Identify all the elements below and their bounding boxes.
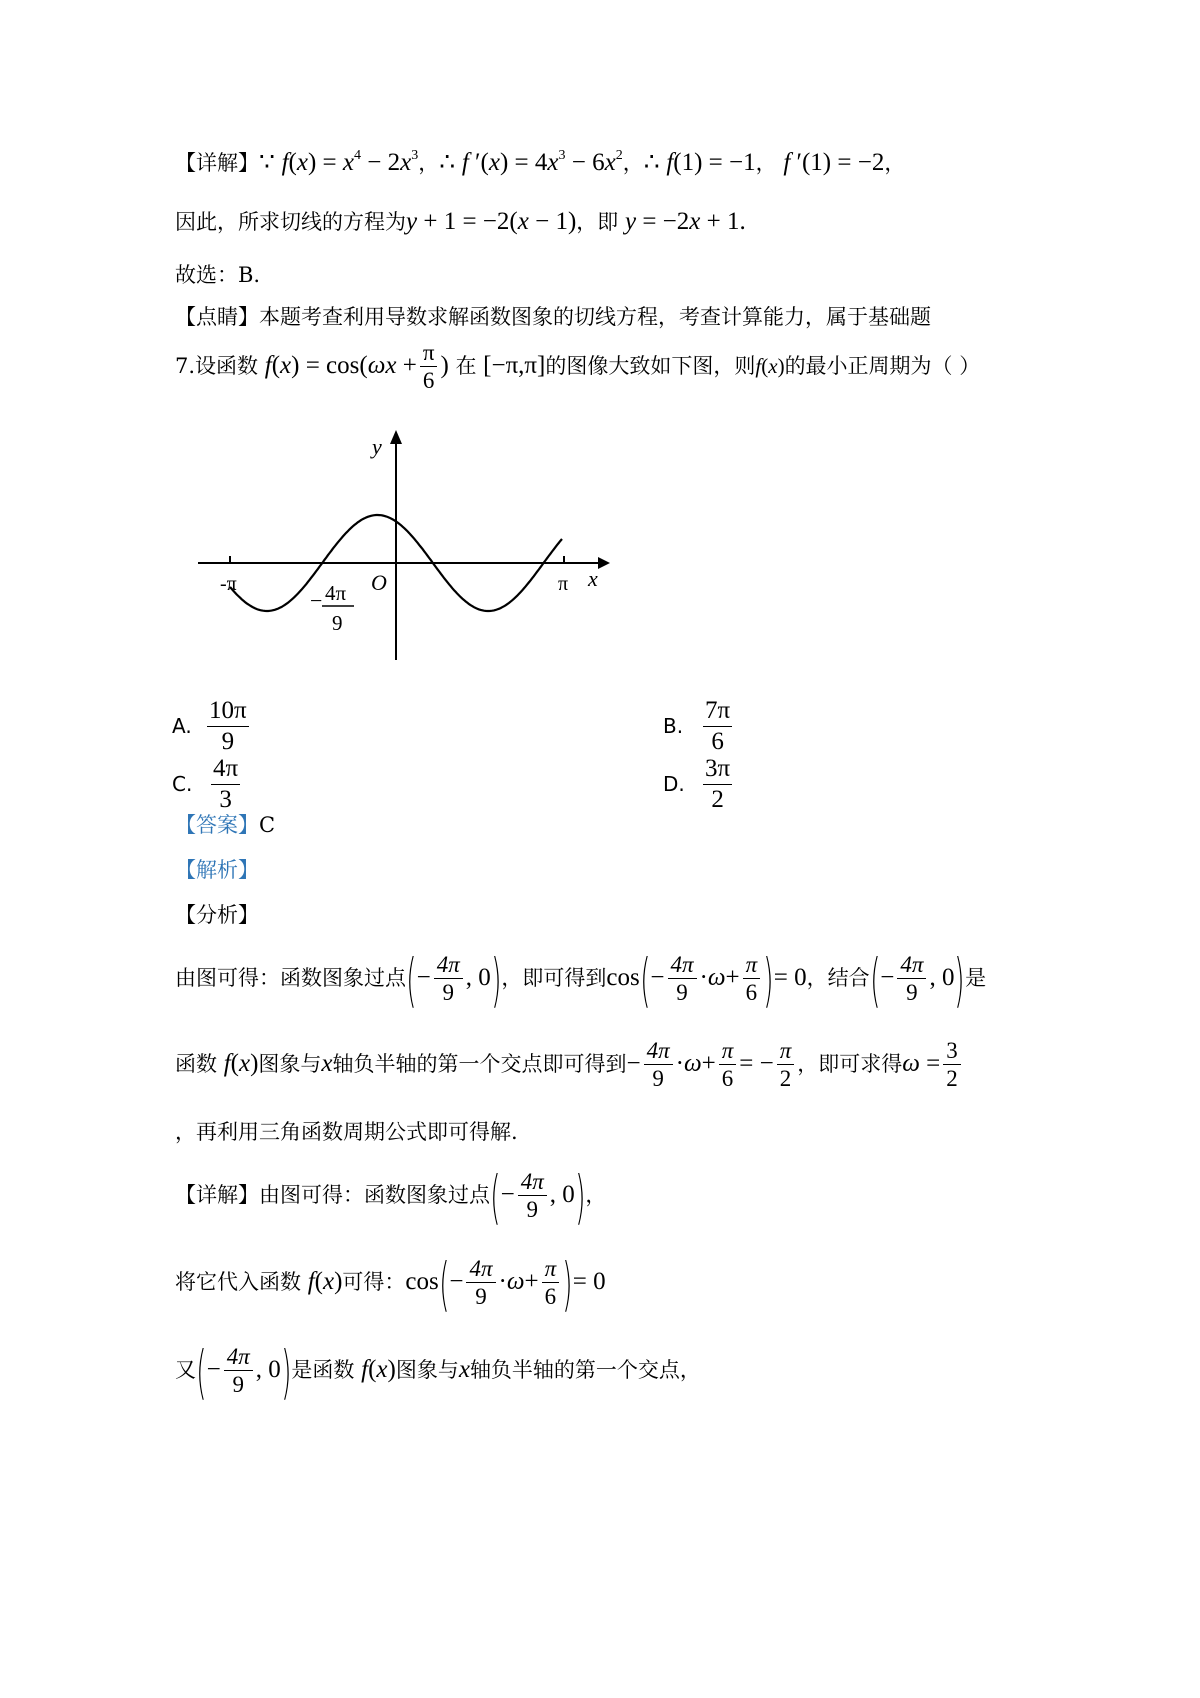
q6-values: f(1) = −1 (666, 149, 756, 176)
option-d-num: 3π (703, 754, 732, 785)
answer-value: C (259, 813, 276, 837)
pi-label: π (558, 573, 569, 595)
y-label: y (372, 434, 382, 459)
y-axis-arrow (390, 430, 402, 444)
option-d-frac[interactable] (703, 754, 732, 815)
fenxi-1a: 由图可得：函数图象过点 (175, 966, 406, 990)
fenxi-1b: ，即可得到 (501, 966, 607, 990)
option-a-frac[interactable] (207, 696, 249, 757)
q6-comment-label: 【点睛】 (175, 305, 259, 329)
q6-choice: 故选：B. (175, 263, 261, 287)
detail-2a: 将它代入函数 (175, 1270, 301, 1294)
detail-1: 由图可得：函数图象过点 (259, 1183, 490, 1207)
q6-ie-text: ，即 (576, 210, 619, 234)
detail-2b: 可得： (342, 1270, 406, 1294)
neg-pi-label: -π (220, 573, 237, 595)
q7-stem-after: 的图像大致如下图，则 (545, 354, 756, 378)
detail-line-2: 将它代入函数 f(x)可得：cos(− $\frac{4\pi}{9}$ ·ω+ $\frac{\pi}{6}$ )= 0 (175, 1249, 606, 1318)
q6-derivative: f $'(x) = 4x^3 - 6x^2$ (461, 148, 623, 176)
q6-result-eq: y = −2x + 1. (624, 208, 746, 235)
option-c-den: 3 (219, 786, 232, 813)
q7-stem: 7.设函数 f(x) = cos(ωx + $\frac{\pi}{6}$ ) 在 [−π,π]的图像大致如下图，则f(x)的最小正周期为（ ） (175, 340, 981, 393)
q7-interval: [−π,π] (483, 352, 546, 379)
x-axis-arrow (598, 557, 610, 569)
x-label: x (588, 566, 598, 591)
option-b-frac[interactable] (703, 696, 732, 757)
q6-tangent-eq: y + 1 = −2(x − 1) (406, 208, 577, 235)
answer-line (175, 810, 275, 840)
option-a-letter[interactable]: A. (172, 714, 192, 738)
option-d-letter[interactable]: D. (663, 772, 685, 796)
fenxi-line-3: ，再利用三角函数周期公式即可得解. (175, 1120, 518, 1144)
q7-stem-suffix: 的最小正周期为（ ） (784, 354, 981, 378)
option-a-num: 10π (207, 696, 249, 727)
option-c-frac[interactable] (211, 754, 240, 815)
fenxi-1d: 是 (965, 966, 987, 990)
q6-detail-line: 【详解】∵ $f(x) = x^4 - 2x^3$，∴ f $'(x) = 4x^3 - 6x^2$，∴ f(1) = −1， f ′(1) = −2， (175, 148, 906, 176)
zero-num: 4π (325, 581, 347, 605)
q7-phase-frac: $\frac{\pi}{6}$ (420, 340, 438, 395)
fenxi-2d: ，即可求得 (797, 1052, 903, 1076)
fenxi-1c: ，结合 (806, 966, 870, 990)
detail-3d: 轴负半轴的第一个交点， (469, 1358, 701, 1382)
detail-line-1: 【详解】由图可得：函数图象过点(− $\frac{4\pi}{9}$ , 0)， (175, 1162, 607, 1231)
q6-detail-label: 【详解】 (175, 151, 259, 175)
fenxi-2c: 轴负半轴的第一个交点即可得到 (332, 1052, 627, 1076)
fenxi-line-1: 由图可得：函数图象过点(− $\frac{4\pi}{9}$ , 0)，即可得到cos(− $\frac{4\pi}{9}$ ·ω+ $\frac{\pi}{6}$ )= 0，结合(− $\frac{4\pi}{9}$ , 0)是 (175, 945, 987, 1014)
q7-stem-prefix: 7.设函数 (175, 354, 259, 378)
q6-function-def: $f(x) = x^4 - 2x^3$ (281, 148, 419, 176)
q7-graph (190, 420, 650, 670)
option-c-letter[interactable]: C. (172, 772, 193, 796)
fenxi-line-2: 函数 f(x)图象与x轴负半轴的第一个交点即可得到− $\frac{4\pi}{9}$ ·ω+ $\frac{\pi}{6}$ = − $\frac{\pi}{2}$ ，即可求得ω = $\frac{3}{2}$ (175, 1034, 964, 1094)
option-b-letter[interactable]: B. (663, 714, 684, 738)
q7-fx: f(x) (755, 354, 785, 378)
fenxi-2b: 图象与 (258, 1052, 322, 1076)
detail-3b: 是函数 (291, 1358, 355, 1382)
option-c-num: 4π (211, 754, 240, 785)
detail-3c: 图象与 (395, 1358, 459, 1382)
q6-therefore-symbol: ∴ (439, 149, 456, 176)
analysis-label: 【解析】 (175, 858, 259, 882)
q7-function-def: f(x) = cos(ωx + (264, 352, 417, 379)
option-b-den: 6 (711, 728, 724, 755)
detail-line-3: 又(− $\frac{4\pi}{9}$ , 0)是函数 f(x)图象与x轴负半轴的第一个交点， (175, 1337, 701, 1406)
option-a-den: 9 (221, 728, 235, 755)
q6-tangent-line (175, 207, 746, 237)
detail-3a: 又 (175, 1358, 196, 1382)
q6-comment-text: 本题考查利用导数求解函数图象的切线方程，考查计算能力，属于基础题 (259, 305, 931, 329)
q6-slope: f ′(1) = −2 (783, 149, 885, 176)
fenxi-2a: 函数 (175, 1052, 217, 1076)
q7-stem-mid: 在 (455, 354, 477, 378)
fenxi-label: 【分析】 (175, 903, 259, 927)
zero-sign: − (310, 588, 323, 613)
answer-label: 【答案】 (175, 813, 259, 837)
option-b-num: 7π (703, 696, 732, 727)
q6-comment (175, 302, 931, 332)
origin-label: O (371, 570, 387, 595)
zero-den: 9 (332, 611, 343, 635)
q6-since-symbol: ∵ (259, 149, 275, 176)
q6-because-text: 因此，所求切线的方程为 (175, 210, 406, 234)
option-d-den: 2 (711, 786, 724, 813)
detail-label: 【详解】 (175, 1183, 259, 1207)
